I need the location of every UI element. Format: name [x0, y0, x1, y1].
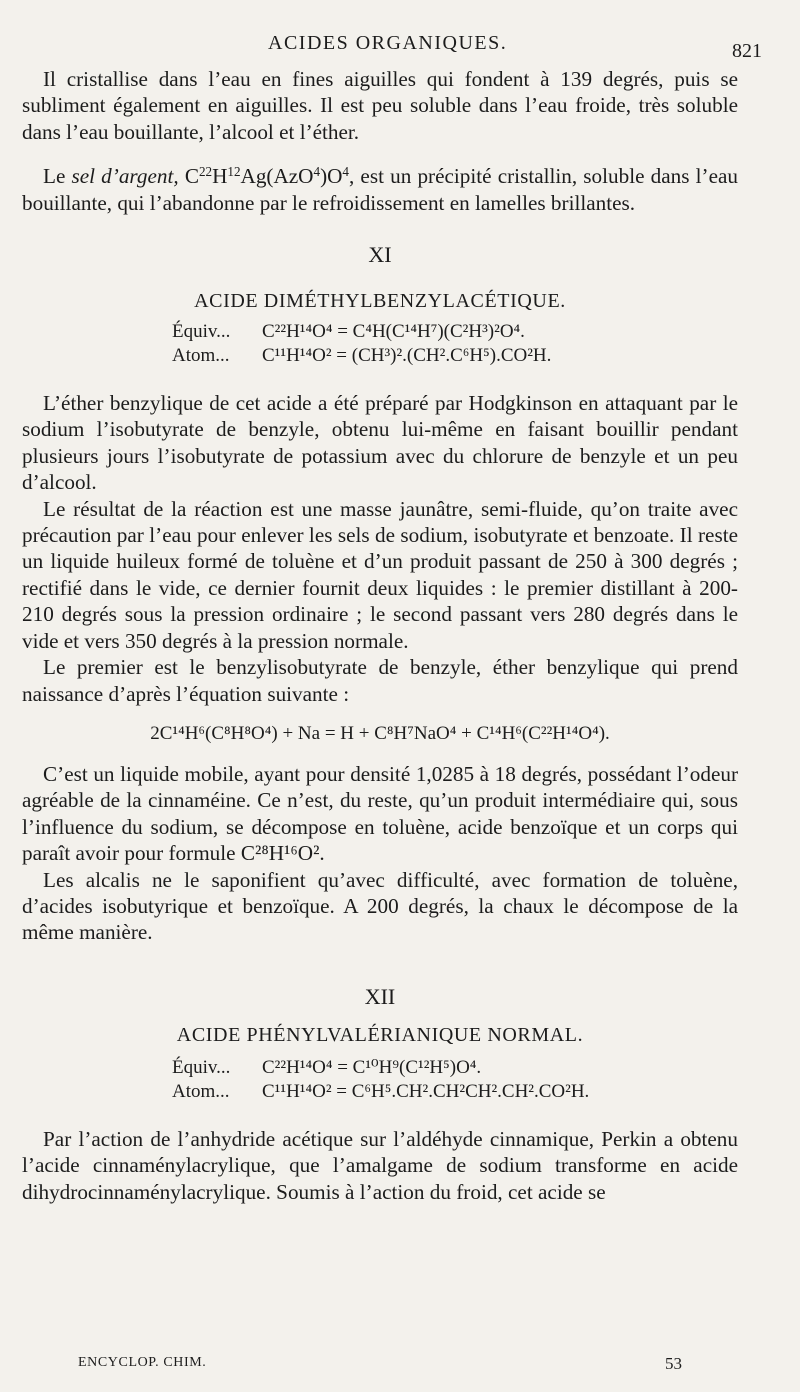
equiv-label: Équiv...: [172, 321, 231, 343]
formula-block-xii: [172, 1056, 738, 1104]
reaction-equation: 2C¹⁴H⁶(C⁸H⁸O⁴) + Na = H + C⁸H⁷NaO⁴ + C¹⁴H⁶(C²²H¹⁴O⁴).: [150, 722, 610, 744]
paragraph-alkalis: Les alcalis ne le saponifient qu’avec difficulté, avec formation de toluène, d’acides isobutyrique et benzoïque. A 200 degrés, la chaux le décompose de la même manière.: [22, 867, 738, 945]
paragraph-properties: C’est un liquide mobile, ayant pour densité 1,0285 à 18 degrés, possédant l’odeur agréable de la cinnaméine. Ce n’est, du reste, qu’un produit intermédiaire qui, sous l’influence du sodium, se décompose en toluène, acide benzoïque et un corps qui paraît avoir pour formule C²⁸H¹⁶O².: [22, 761, 738, 866]
atom-formula: C¹¹H¹⁴O² = C⁶H⁵.CH².CH²CH².CH².CO²H.: [262, 1080, 590, 1102]
atom-formula-row: [172, 1080, 738, 1104]
silver-salt-lead: Le: [43, 164, 72, 189]
silver-salt-term: sel d’argent,: [71, 164, 179, 189]
page-header: [0, 32, 800, 62]
running-title: ACIDES ORGANIQUES.: [268, 32, 508, 54]
page-number: 821: [732, 40, 762, 62]
atom-label: Atom...: [172, 345, 230, 367]
silver-salt-text: , est un précipité cristallin, soluble dans l’eau bouillante, qui l’abandonne par le refroidissement en lamelles brillantes.: [22, 164, 738, 215]
paragraph-reaction-result: Le résultat de la réaction est une masse jaunâtre, semi-fluide, qu’on traite avec précaution par l’eau pour enlever les sels de sodium, isobutyrate et benzoate. Il reste un liquide huileux formé de toluène et d’un produit passant de 250 à 300 degrés ; rectifié dans le vide, ce dernier fournit deux liquides : le premier distillant à 200-210 degrés sous la pression ordinaire ; le second passant vers 280 degrés dans le vide et vers 350 degrés à la pression normale.: [22, 496, 738, 653]
page-body: [22, 66, 738, 1205]
equiv-formula: C²²H¹⁴O⁴ = C¹⁰H⁹(C¹²H⁵)O⁴.: [262, 1056, 482, 1078]
equiv-formula-row: [172, 320, 738, 344]
paragraph-first-product: Le premier est le benzylisobutyrate de benzyle, éther benzylique qui prend naissance d’après l’équation suivante :: [22, 655, 738, 706]
atom-formula-row: [172, 344, 738, 368]
page-footer: [78, 1355, 682, 1371]
paragraph-crystallization: Il cristallise dans l’eau en fines aiguilles qui fondent à 139 degrés, puis se subliment également en aiguilles. Il est peu soluble dans l’eau froide, très soluble dans l’eau bouillante, l’alcool et l’éther.: [22, 67, 738, 144]
section-number-xi: XI: [368, 242, 392, 268]
section-title-xi: ACIDE DIMÉTHYLBENZYLACÉTIQUE.: [194, 290, 566, 313]
section-title-xii: ACIDE PHÉNYLVALÉRIANIQUE NORMAL.: [176, 1023, 584, 1046]
atom-label: Atom...: [172, 1080, 230, 1102]
atom-formula: C¹¹H¹⁴O² = (CH³)².(CH².C⁶H⁵).CO²H.: [262, 345, 552, 367]
silver-salt-formula: $C^{22}H^{12}Ag(AzO^4)O^4$: [184, 164, 349, 189]
equiv-formula-row: [172, 1056, 738, 1080]
paragraph-silver-salt: [22, 163, 738, 216]
equiv-label: Équiv...: [172, 1056, 231, 1078]
section-number-xii: XII: [364, 983, 396, 1009]
paragraph-preparation: L’éther benzylique de cet acide a été préparé par Hodgkinson en attaquant par le sodium l’isobutyrate de benzyle, obtenu lui-même en faisant bouillir pendant plusieurs jours l’isobutyrate de potassium avec du chlorure de benzyle et un peu d’alcool.: [22, 391, 738, 495]
footer-signature: ENCYCLOP. CHIM.: [78, 1355, 207, 1370]
equiv-formula: C²²H¹⁴O⁴ = C⁴H(C¹⁴H⁷)(C²H³)²O⁴.: [262, 321, 525, 343]
footer-sheet-number: 53: [665, 1354, 682, 1373]
paragraph-perkin: Par l’action de l’anhydride acétique sur l’aldéhyde cinnamique, Perkin a obtenu l’acide cinnaménylacrylique, que l’amalgame de sodium transforme en acide dihydrocinnaménylacrylique. Soumis à l’action du froid, cet acide se: [22, 1126, 738, 1204]
formula-block-xi: [172, 320, 738, 368]
